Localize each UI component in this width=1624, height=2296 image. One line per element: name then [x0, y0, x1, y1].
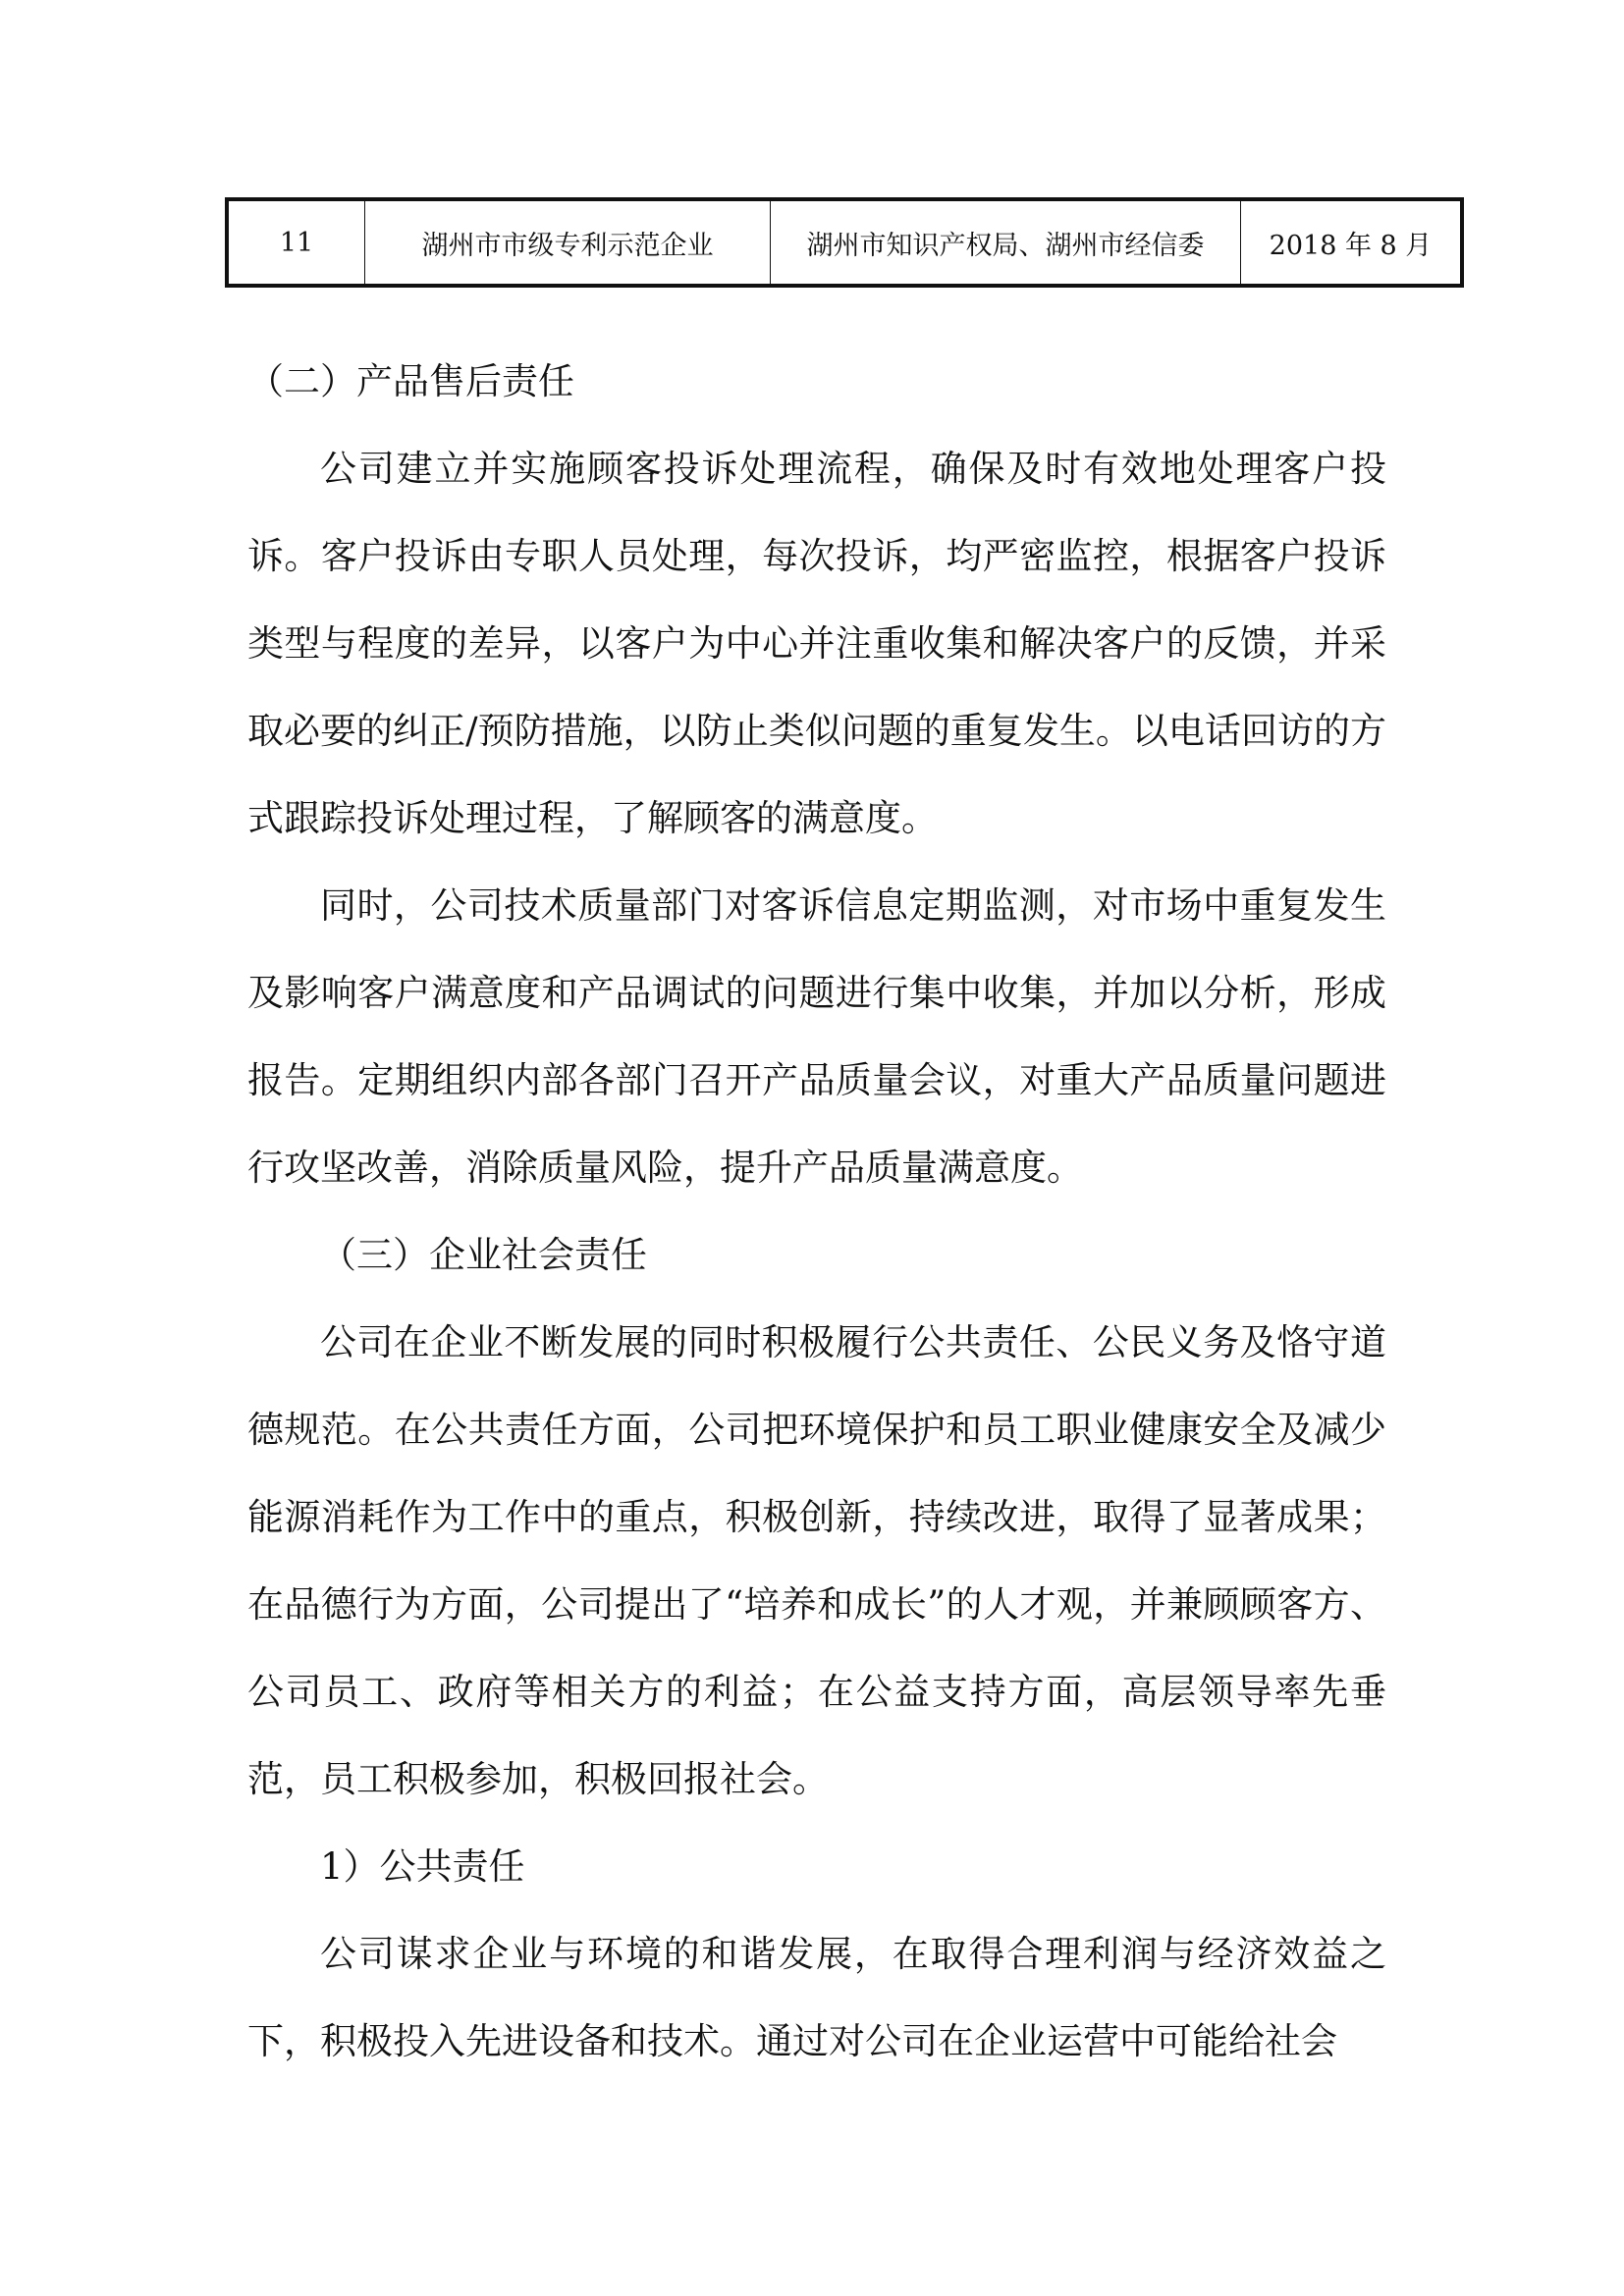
section-heading-after-sales: （二）产品售后责任 — [247, 360, 574, 402]
document-body — [247, 338, 1386, 2085]
award-title-cell: 湖州市市级专利示范企业 — [365, 199, 771, 286]
award-table — [225, 197, 1464, 288]
award-date-cell: 2018 年 8 月 — [1241, 199, 1463, 286]
paragraph-quality-monitoring: 同时，公司技术质量部门对客诉信息定期监测，对市场中重复发生及影响客户满意度和产品调试的问题进行集中收集，并加以分析，形成报告。定期组织内部各部门召开产品质量会议，对重大产品质量问题进行攻坚改善，消除质量风险，提升产品质量满意度。 — [247, 884, 1386, 1189]
table-row — [227, 199, 1462, 286]
paragraph-public-responsibility: 公司谋求企业与环境的和谐发展，在取得合理利润与经济效益之下，积极投入先进设备和技术。通过对公司在企业运营中可能给社会 — [247, 1933, 1386, 2062]
award-index-cell: 11 — [227, 199, 365, 286]
paragraph-social-responsibility: 公司在企业不断发展的同时积极履行公共责任、公民义务及恪守道德规范。在公共责任方面，公司把环境保护和员工职业健康安全及减少能源消耗作为工作中的重点，积极创新，持续改进，取得了显著成果；在品德行为方面，公司提出了“培养和成长”的人才观，并兼顾顾客方、公司员工、政府等相关方的利益；在公益支持方面，高层领导率先垂范，员工积极参加，积极回报社会。 — [247, 1321, 1386, 1800]
section-heading-social-responsibility: （三）企业社会责任 — [320, 1234, 647, 1276]
section-heading-public-responsibility: 1）公共责任 — [320, 1845, 525, 1888]
paragraph-complaint-handling: 公司建立并实施顾客投诉处理流程，确保及时有效地处理客户投诉。客户投诉由专职人员处理，每次投诉，均严密监控，根据客户投诉类型与程度的差异，以客户为中心并注重收集和解决客户的反馈，并采取必要的纠正/预防措施，以防止类似问题的重复发生。以电话回访的方式跟踪投诉处理过程，了解顾客的满意度。 — [247, 448, 1386, 839]
award-issuer-cell: 湖州市知识产权局、湖州市经信委 — [771, 199, 1241, 286]
